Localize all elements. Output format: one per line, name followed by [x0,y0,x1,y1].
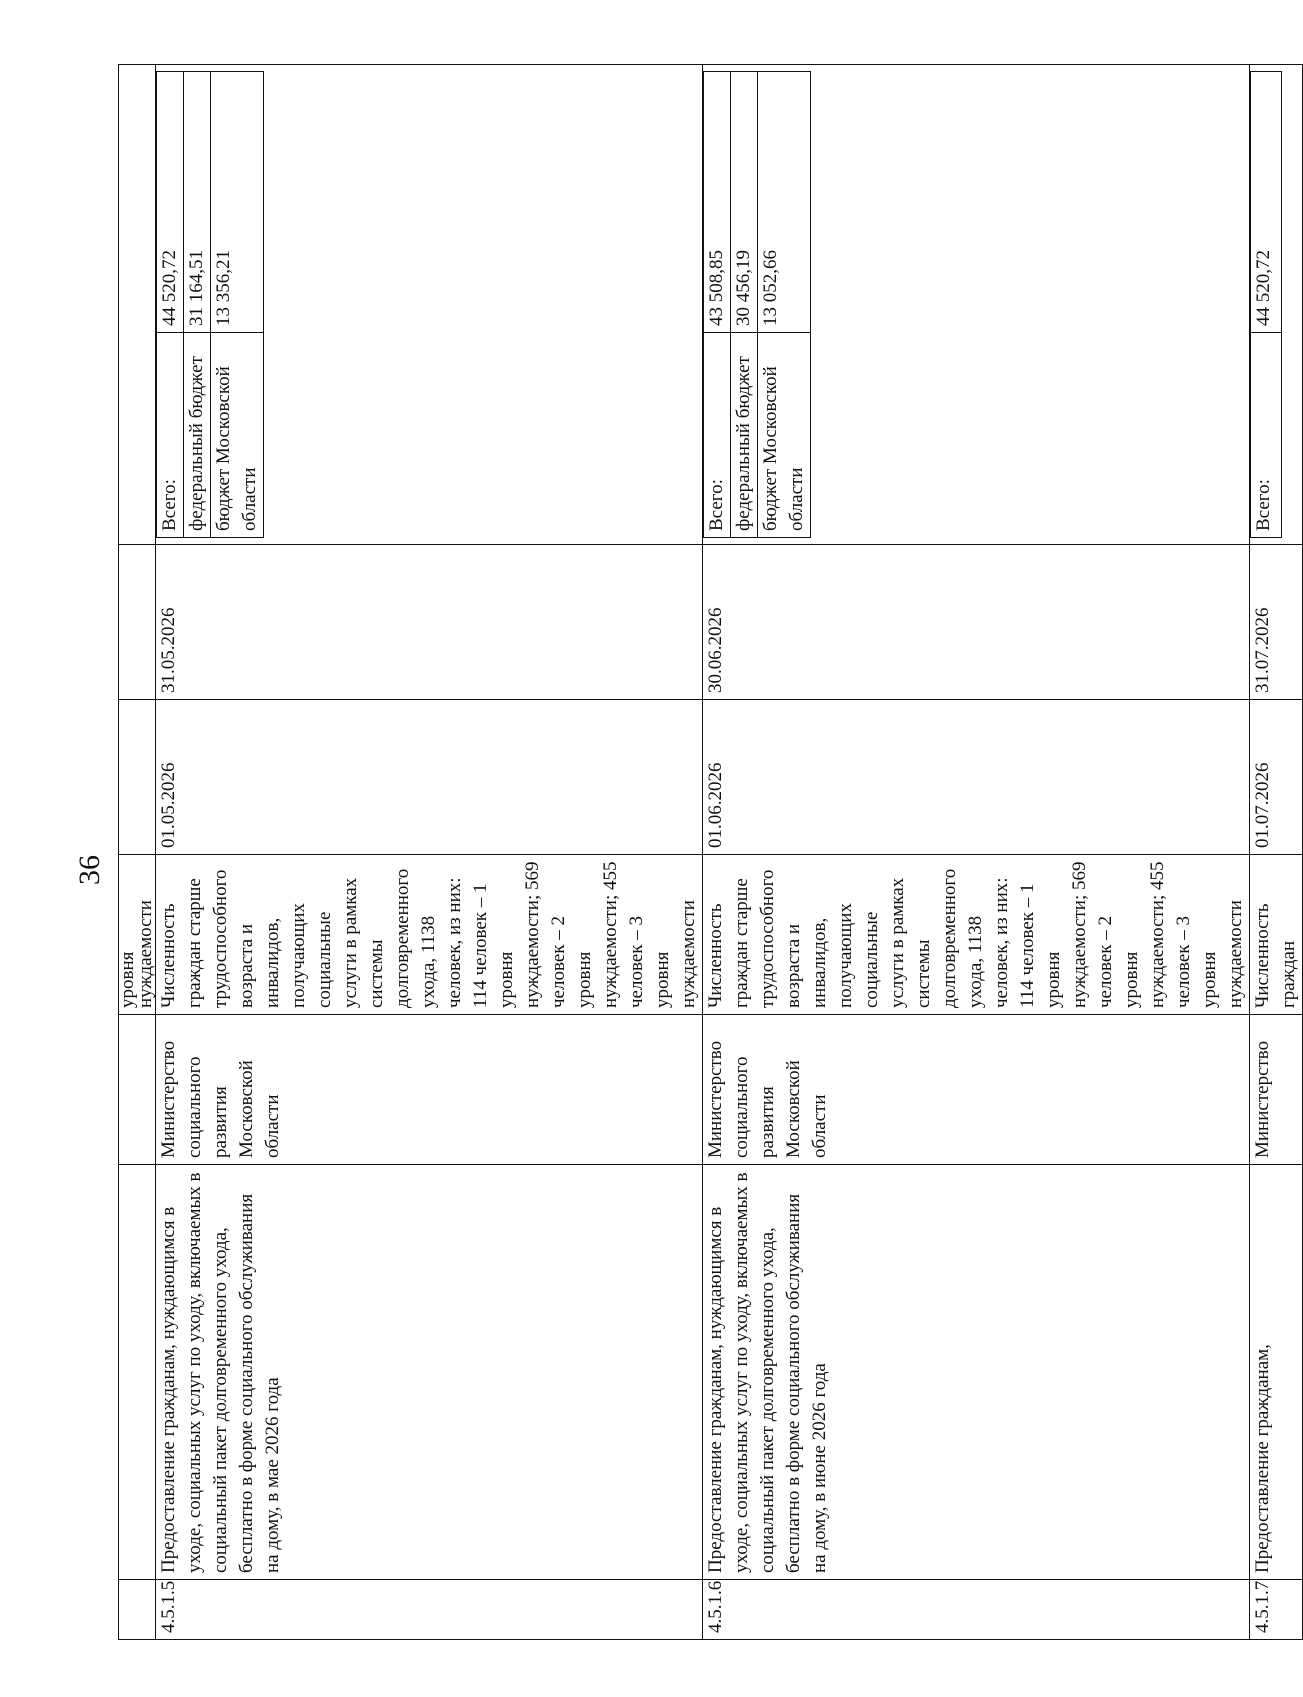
cell-num [119,1580,156,1640]
finance-cell [1250,65,1303,545]
finance-amount: 30 456,19 [731,72,758,333]
end-date: 31.07.2026 [1250,545,1303,700]
finance-source: Всего: [157,333,184,538]
start-date: 01.07.2026 [1250,700,1303,855]
indicator: Численность граждан старше трудоспособного возраста и инвалидов, получающих социальные услуги в рамках системы долговременного ухода, 1138 человек, из них: 114 человек – 1 уровня нуждаемости; 569 человек – 2 уровня нуждаемости; 455 человек – 3 уровня нуждаемости [156,855,703,1015]
finance-source: федеральный бюджет [731,333,758,538]
indicator: Численность граждан старше трудоспособного возраста и инвалидов, получающих социальные услуги в рамках системы долговременного ухода, 1138 человек, из них: 114 человек – 1 уровня нуждаемости; 569 человек – 2 уровня нуждаемости; 455 человек – 3 уровня нуждаемости [703,855,1250,1015]
cell-executor [119,1015,156,1165]
finance-row [184,72,211,538]
finance-source: Всего: [1251,333,1282,538]
finance-source: Всего: [704,333,731,538]
end-date: 30.06.2026 [703,545,1250,700]
start-date: 01.06.2026 [703,700,1250,855]
activity-name: Предоставление гражданам, [1250,1165,1303,1580]
row-number: 4.5.1.6 [703,1580,1250,1640]
executor: Министерство социального развития Московской области [156,1015,703,1165]
finance-amount: 13 356,21 [211,72,264,333]
finance-source: бюджет Московской области [211,333,264,538]
finance-row [211,72,264,538]
finance-table [1250,71,1282,538]
finance-source: федеральный бюджет [184,333,211,538]
table-row [156,65,703,1640]
finance-cell [156,65,703,545]
finance-amount: 31 164,51 [184,72,211,333]
finance-amount: 44 520,72 [157,72,184,333]
finance-row [758,72,811,538]
cell-start [119,700,156,855]
finance-table [156,71,264,538]
finance-source: бюджет Московской области [758,333,811,538]
cell-finance [119,65,156,545]
finance-row [157,72,184,538]
start-date: 01.05.2026 [156,700,703,855]
cell-name [119,1165,156,1580]
end-date: 31.05.2026 [156,545,703,700]
continuation-row [119,65,156,1640]
finance-row [731,72,758,538]
cell-indicator: уровня нуждаемости [119,855,156,1015]
table-row [1250,65,1303,1640]
executor: Министерство [1250,1015,1303,1165]
activity-name: Предоставление гражданам, нуждающимся в уходе, социальных услуг по уходу, включаемых в социальный пакет долговременного ухода, бесплатно в форме социального обслуживания на дому, в мае 2026 года [156,1165,703,1580]
finance-amount: 44 520,72 [1251,72,1282,333]
finance-amount: 43 508,85 [704,72,731,333]
finance-table [703,71,811,538]
page-number: 36 [73,855,106,885]
finance-amount: 13 052,66 [758,72,811,333]
finance-cell [703,65,1250,545]
table-row [703,65,1250,1640]
finance-row [1251,72,1282,538]
executor: Министерство социального развития Московской области [703,1015,1250,1165]
row-number: 4.5.1.7 [1250,1580,1303,1640]
activity-table [118,64,1303,1640]
rotated-table-container [117,65,1299,1640]
finance-row [704,72,731,538]
indicator: Численность граждан [1250,855,1303,1015]
cell-end [119,545,156,700]
activity-name: Предоставление гражданам, нуждающимся в уходе, социальных услуг по уходу, включаемых в социальный пакет долговременного ухода, бесплатно в форме социального обслуживания на дому, в июне 2026 года [703,1165,1250,1580]
row-number: 4.5.1.5 [156,1580,703,1640]
